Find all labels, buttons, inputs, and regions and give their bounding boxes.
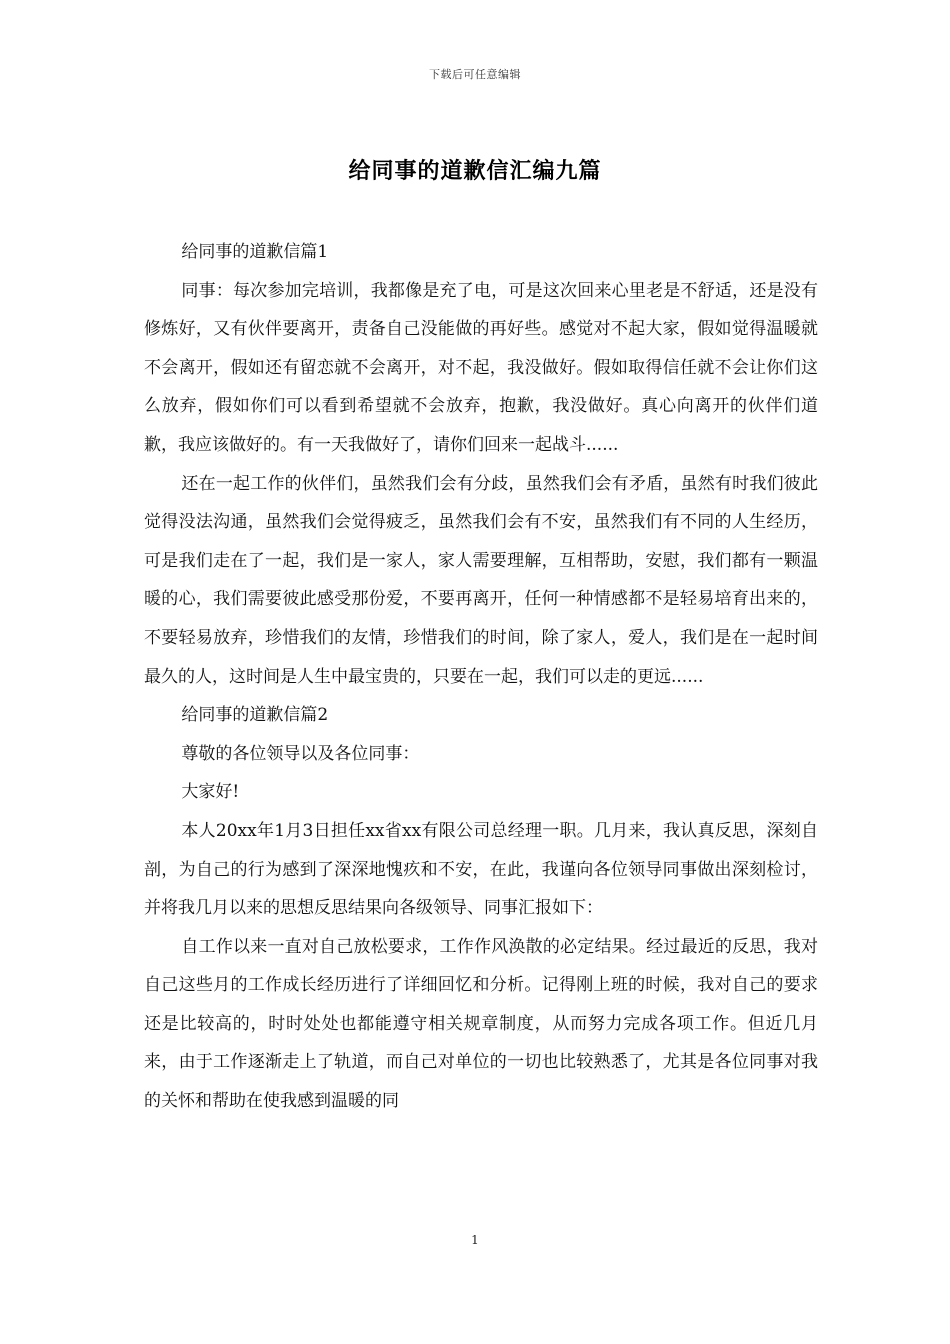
greeting: 大家好!: [181, 782, 240, 803]
paragraph: 本人20xx年1月3日担任xx省xx有限公司总经理一职。几月来，我认真反思，深刻自剖，为自己的行为感到了深深地愧疚和不安，在此，我谨向各位领导同事做出深刻检讨，并将我几月以来的思想反思结果向各级领导、同事汇报如下：: [144, 820, 818, 919]
salutation: 尊敬的各位领导以及各位同事：: [181, 743, 420, 764]
section-heading-2: 给同事的道歉信篇2: [181, 705, 329, 726]
page-number: 1: [471, 1233, 479, 1247]
document-body: [144, 233, 818, 1121]
paragraph: 还在一起工作的伙伴们，虽然我们会有分歧，虽然我们会有矛盾，虽然有时我们彼此觉得没法沟通，虽然我们会觉得疲乏，虽然我们会有不安，虽然我们有不同的人生经历，可是我们走在了一起，我们是一家人，家人需要理解，互相帮助，安慰，我们都有一颗温暖的心，我们需要彼此感受那份爱，不要再离开，任何一种情感都不是轻易培育出来的，不要轻易放弃，珍惜我们的友情，珍惜我们的时间，除了家人，爱人，我们是在一起时间最久的人，这时间是人生中最宝贵的，只要在一起，我们可以走的更远......: [144, 473, 818, 687]
section-heading-1: 给同事的道歉信篇1: [181, 242, 329, 262]
document-title: 给同事的道歉信汇编九篇: [348, 158, 602, 184]
paragraph: 自工作以来一直对自己放松要求，工作作风涣散的必定结果。经过最近的反思，我对自己这些月的工作成长经历进行了详细回忆和分析。记得刚上班的时候，我对自己的要求还是比较高的，时时处处也都能遵守相关规章制度，从而努力完成各项工作。但近几月来，由于工作逐渐走上了轨道，而自己对单位的一切也比较熟悉了，尤其是各位同事对我的关怀和帮助在使我感到温暖的同: [144, 936, 818, 1112]
header-note: 下载后可任意编辑: [429, 68, 521, 81]
paragraph: 同事：每次参加完培训，我都像是充了电，可是这次回来心里老是不舒适，还是没有修炼好，又有伙伴要离开，责备自己没能做的再好些。感觉对不起大家，假如觉得温暖就不会离开，假如还有留恋就不会离开，对不起，我没做好。假如取得信任就不会让你们这么放弃，假如你们可以看到希望就不会放弃，抱歉，我没做好。真心向离开的伙伴们道歉，我应该做好的。有一天我做好了，请你们回来一起战斗......: [144, 280, 818, 455]
